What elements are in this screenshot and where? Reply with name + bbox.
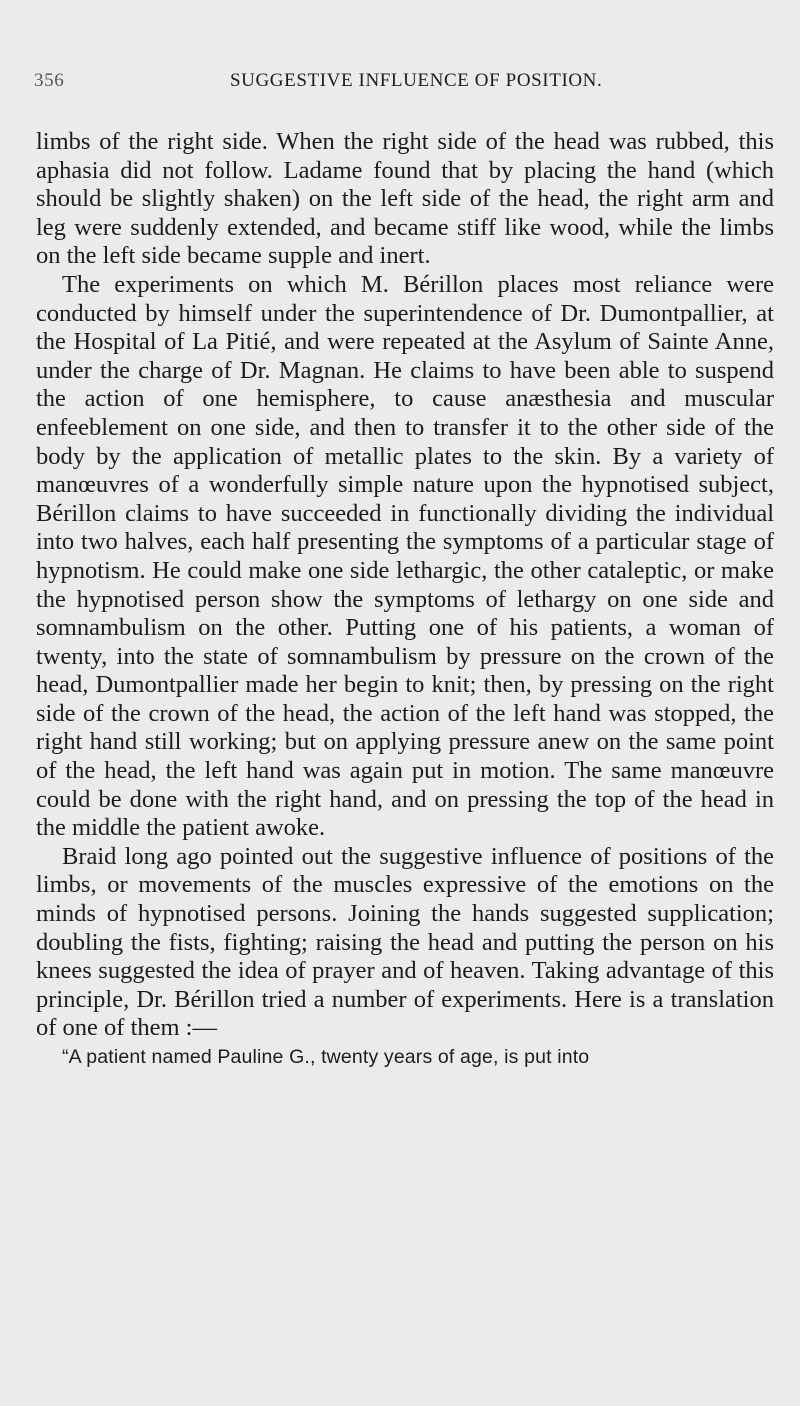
quoted-excerpt: “A patient named Pauline G., twenty years of age, is put into <box>62 1046 590 1068</box>
running-title: SUGGESTIVE INFLUENCE OF POSITION. <box>230 70 603 91</box>
paragraph-2: The experiments on which M. Bérillon places most reliance were conducted by himself under the superintendence of Dr. Dumontpallier, at the Hospital of La Pitié, and were repeated at the Asylum of Sainte Anne, under the charge of Dr. Magnan. He claims to have been able to suspend the action of one hemisphere, to cause anæsthesia and muscular enfeeblement on one side, and then to transfer it to the other side of the body by the application of metallic plates to the skin. By a variety of manœuvres of a wonderfully simple nature upon the hypnotised subject, Bérillon claims to have succeeded in functionally dividing the individual into two halves, each half presenting the symptoms of a particular stage of hypnotism. He could make one side lethargic, the other cataleptic, or make the hypnotised person show the symptoms of lethargy on one side and somnambulism on the other. Putting one of his patients, a woman of twenty, into the state of somnambulism by pressure on the crown of the head, Dumontpallier made her begin to knit; then, by pressing on the right side of the crown of the head, the action of the left hand was stopped, the right hand still working; but on applying pressure anew on the same point of the head, the left hand was again put in motion. The same manœuvre could be done with the right hand, and on pressing the top of the head in the middle the patient awoke. <box>36 270 774 842</box>
page-number: 356 <box>34 70 65 91</box>
paragraph-3: Braid long ago pointed out the suggestive influence of positions of the limbs, or movements of the muscles expressive of the emotions on the minds of hypnotised persons. Joining the hands suggested supplication; doubling the fists, fighting; raising the head and putting the person on his knees suggested the idea of prayer and of heaven. Taking advantage of this principle, Dr. Bérillon tried a number of experiments. Here is a translation of one of them :— <box>36 842 774 1042</box>
body-text <box>36 128 774 1070</box>
running-header <box>34 70 768 100</box>
paragraph-1: limbs of the right side. When the right side of the head was rubbed, this aphasia did not follow. Ladame found that by placing the hand (which should be slightly shaken) on the left side of the head, the right arm and leg were suddenly extended, and became stiff like wood, while the limbs on the left side became supple and inert. <box>36 128 774 270</box>
